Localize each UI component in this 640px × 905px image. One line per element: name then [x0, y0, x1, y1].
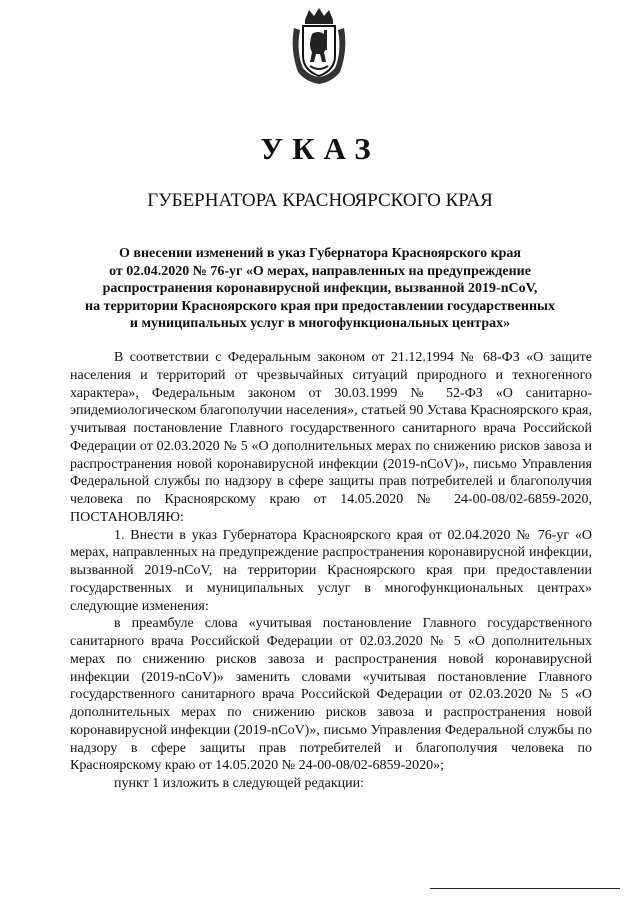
document-heading: [70, 245, 570, 333]
document-title: УКАЗ: [260, 131, 380, 166]
document-body: [70, 349, 592, 793]
paragraph-point-1: пункт 1 изложить в следующей редакции:: [114, 776, 364, 791]
paragraph-item-1: 1. Внести в указ Губернатора Красноярского края от 02.04.2020 № 76-уг «О мерах, направленных на предупреждение распространения коронавирусной инфекции, вызванной 2019-nCoV, на территории Красноярского края при предоставлении государственных и муниципальных услуг в многофункциональных центрах» следующие изменения:: [70, 527, 592, 614]
heading-line: и муниципальных услуг в многофункциональных центрах»: [129, 316, 511, 332]
paragraph-preamble: В соответствии с Федеральным законом от 21.12.1994 № 68-ФЗ «О защите населения и территорий от чрезвычайных ситуаций природного и техногенного характера», Федеральным законом от 30.03.1999 № 52-ФЗ «О санитарно-эпидемиологическом благополучии населения», статьей 90 Устава Красноярского края, учитывая постановление Главного государственного санитарного врача Российской Федерации от 02.03.2020 № 5 «О дополнительных мерах по снижению рисков завоза и распространения новой коронавирусной инфекции (2019-nCoV)», письмо Управления Федеральной службы по надзору в сфере защиты прав потребителей и благополучия человека по Красноярскому краю от 14.05.2020 № 24-00-08/02-6859-2020, ПОСТАНОВЛЯЮ:: [70, 350, 592, 525]
coat-of-arms-icon: [288, 6, 350, 86]
heading-line: О внесении изменений в указ Губернатора Красноярского края: [119, 246, 521, 261]
heading-line: от 02.04.2020 № 76-уг «О мерах, направленных на предупреждение: [109, 263, 531, 279]
paragraph-preamble-change: в преамбуле слова «учитывая постановление Главного государственного санитарного врача Российской Федерации от 02.03.2020 № 5 «О дополнительных мерах по снижению рисков завоза и распространения новой коронавирусной инфекции (2019-nCoV)» заменить словами «учитывая постановление Главного государственного санитарного врача Российской Федерации от 02.03.2020 № 5 «О дополнительных мерах по снижению рисков завоза и распространения новой коронавирусной инфекции (2019-nCoV)», письмо Управления Федеральной службы по надзору в сфере защиты прав потребителей и благополучия человека по Красноярскому краю от 14.05.2020 № 24-00-08/02-6859-2020»;: [70, 616, 592, 774]
document-issuer: ГУБЕРНАТОРА КРАСНОЯРСКОГО КРАЯ: [147, 190, 493, 211]
heading-line: распространения коронавирусной инфекции, вызванной 2019-nCoV,: [102, 281, 538, 297]
heading-line: на территории Красноярского края при предоставлении государственных: [85, 298, 555, 314]
footer-divider: [430, 888, 620, 889]
